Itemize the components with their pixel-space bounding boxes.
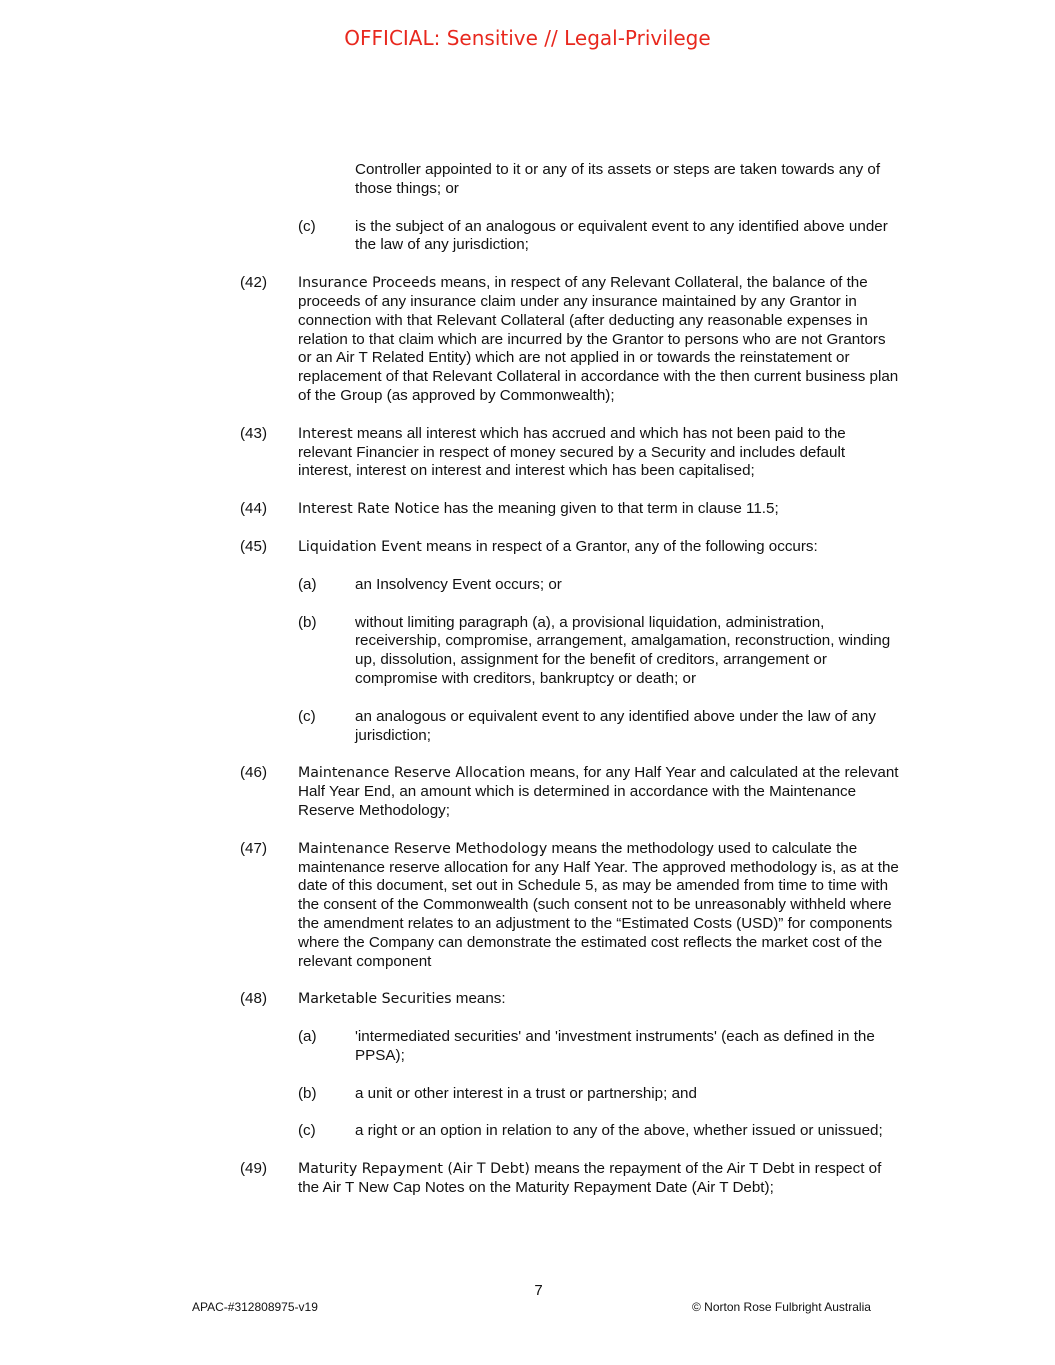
sub-paragraph-text: is the subject of an analogous or equivalent event to any identified above under the law of any jurisdiction; <box>355 217 888 254</box>
defined-term: Maintenance Reserve Methodology <box>298 840 548 857</box>
classification-header: OFFICIAL: Sensitive // Legal-Privilege <box>344 26 711 50</box>
defined-term: Maturity Repayment (Air T Debt) <box>298 1161 530 1178</box>
sub-paragraph-text: 'intermediated securities' and 'investment instruments' (each as defined in the PPSA); <box>355 1028 875 1064</box>
sub-paragraph-number: (a) <box>298 1028 317 1046</box>
sub-paragraph-text: an analogous or equivalent event to any identified above under the law of any jurisdiction; <box>355 707 876 744</box>
definition-text: means, for any Half Year and calculated at the relevant Half Year End, an amount which is determined in accordance with the Maintenance Reserve Methodology; <box>298 764 899 819</box>
definition-text: means in respect of a Grantor, any of the following occurs: <box>421 537 818 555</box>
definition-number: (44) <box>240 500 268 518</box>
definition-48 <box>240 990 900 1009</box>
defined-term: Liquidation Event <box>298 538 422 555</box>
sub-paragraph-text: a unit or other interest in a trust or partnership; and <box>355 1084 697 1102</box>
definition-text: means: <box>451 990 506 1008</box>
definition-45 <box>240 538 900 557</box>
definition-46 <box>240 764 900 820</box>
definition-number: (48) <box>240 990 268 1008</box>
sub-paragraph-text: an Insolvency Event occurs; or <box>355 575 562 593</box>
sub-paragraph-45a <box>240 576 900 595</box>
definition-number: (49) <box>240 1160 268 1178</box>
definition-number: (47) <box>240 839 268 857</box>
definition-text: has the meaning given to that term in clause 11.5; <box>439 500 779 518</box>
document-id: APAC-#312808975-v19 <box>192 1300 318 1314</box>
continued-paragraph: Controller appointed to it or any of its assets or steps are taken towards any of those things; or <box>355 161 881 197</box>
sub-paragraph-number: (b) <box>298 1084 317 1102</box>
definition-number: (45) <box>240 537 268 555</box>
sub-paragraph-text: without limiting paragraph (a), a provisional liquidation, administration, receivership, compromise, arrangement, amalgamation, reconstruction, winding up, dissolution, assignment for the benefit of creditors, arrangement or compromise with creditors, bankruptcy or death; or <box>355 613 891 687</box>
definition-42 <box>240 274 900 406</box>
defined-term: Insurance Proceeds <box>298 275 437 292</box>
sub-paragraph-number: (c) <box>298 1122 316 1140</box>
sub-paragraph-number: (c) <box>298 707 316 725</box>
definition-number: (42) <box>240 274 268 292</box>
sub-paragraph-number: (c) <box>298 217 316 235</box>
definition-text: means all interest which has accrued and which has not been paid to the relevant Financier in respect of money secured by a Security and includes default interest, interest on interest and interest which has been capitalised; <box>298 424 846 480</box>
defined-term: Marketable Securities <box>298 991 452 1008</box>
sub-paragraph-45b <box>240 614 900 689</box>
definition-text: means the repayment of the Air T Debt in respect of the Air T New Cap Notes on the Maturity Repayment Date (Air T Debt); <box>298 1160 882 1197</box>
document-body <box>240 161 900 1217</box>
defined-term: Interest Rate Notice <box>298 501 440 518</box>
definition-47 <box>240 840 900 972</box>
definition-text: means, in respect of any Relevant Collateral, the balance of the proceeds of any insurance claim under any insurance maintained by any Grantor in connection with that Relevant Collateral (after deducting any reasonable expenses in relation to that claim which are incurred by the Grantor to persons who are not Grantors or an Air T Related Entity) which are not applied in or towards the reinstatement or replacement of that Relevant Collateral in accordance with the then current business plan of the Group (as approved by Commonwealth); <box>298 274 899 404</box>
definition-49 <box>240 1160 900 1198</box>
definition-43 <box>240 425 900 481</box>
definition-number: (43) <box>240 424 268 442</box>
sub-paragraph-number: (a) <box>298 575 317 593</box>
sub-paragraph-41c <box>240 218 900 256</box>
sub-paragraph-48c <box>240 1122 900 1141</box>
sub-paragraph-45c <box>240 708 900 746</box>
sub-paragraph-48b <box>240 1085 900 1104</box>
sub-paragraph-text: a right or an option in relation to any of the above, whether issued or unissued; <box>355 1122 883 1140</box>
definition-text: means the methodology used to calculate the maintenance reserve allocation for any Half Year. The approved methodology is, as at the date of this document, set out in Schedule 5, as may be amended from time to time with the consent of the Commonwealth (such consent not to be unreasonably withheld where the amendment relates to an adjustment to the “Estimated Costs (USD)” for components where the Company can demonstrate the estimated cost reflects the market cost of the relevant component <box>298 839 899 970</box>
sub-paragraph-number: (b) <box>298 613 317 631</box>
defined-term: Interest <box>298 425 353 442</box>
definition-44 <box>240 500 900 519</box>
definition-number: (46) <box>240 764 268 782</box>
sub-paragraph-48a <box>240 1028 900 1066</box>
page-number: 7 <box>534 1282 543 1299</box>
defined-term: Maintenance Reserve Allocation <box>298 765 526 782</box>
copyright-notice: © Norton Rose Fulbright Australia <box>692 1300 871 1314</box>
